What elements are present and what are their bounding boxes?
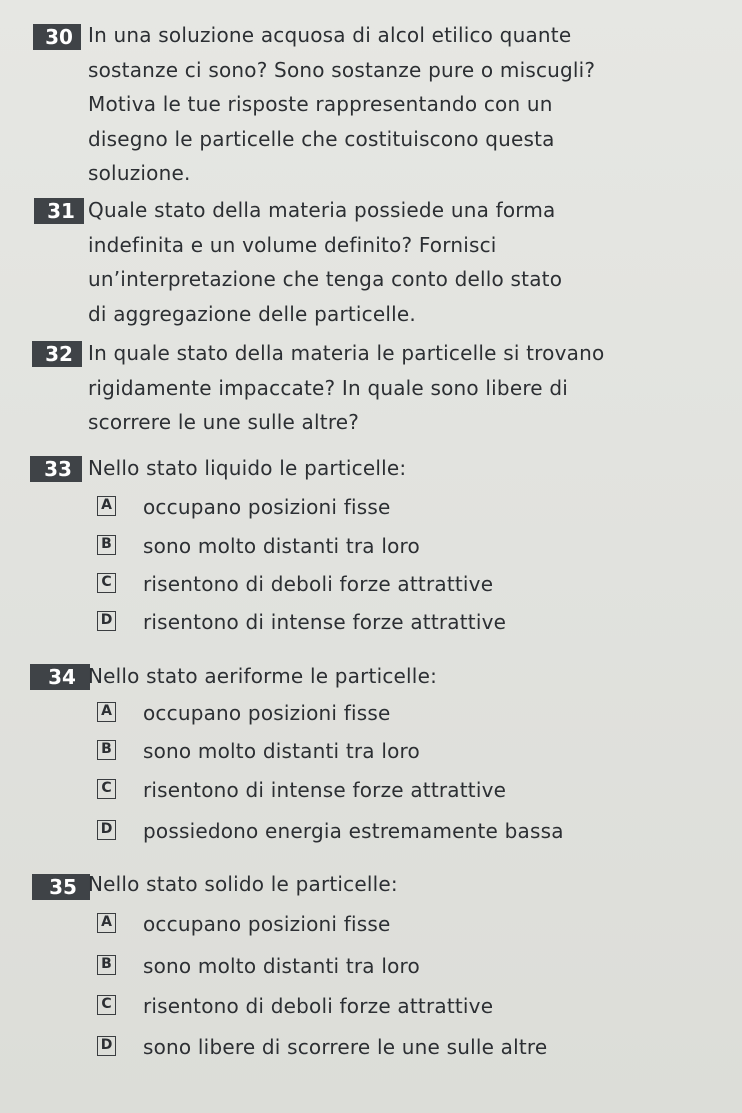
option-text: risentono di deboli forze attrattive [143, 572, 494, 596]
option-letter-box: C [97, 779, 116, 799]
option-text: possiedono energia estremamente bassa [143, 819, 564, 843]
question-text: Nello stato liquido le particelle: [88, 456, 407, 480]
option-text: sono libere di scorrere le une sulle altre [143, 1035, 548, 1059]
option-letter-box: D [97, 1036, 116, 1056]
question-text: Quale stato della materia possiede una forma indefinita e un volume definito? Fornisci un’interpretazione che tenga conto dello stato di aggregazione delle particelle. [88, 198, 563, 326]
option-text: sono molto distanti tra loro [143, 954, 420, 978]
question-text: In quale stato della materia le particelle si trovano rigidamente impaccate? In quale sono libere di scorrere le une sulle altre? [88, 341, 605, 434]
option-text: sono molto distanti tra loro [143, 739, 420, 763]
question-number-badge: 35 [32, 874, 90, 900]
option-letter-box: C [97, 573, 116, 593]
option-letter-box: B [97, 740, 116, 760]
question-text: In una soluzione acquosa di alcol etilico quante sostanze ci sono? Sono sostanze pure o miscugli? Motiva le tue risposte rappresentando con un disegno le particelle che costituiscono questa soluzione. [88, 23, 596, 185]
option-text: occupano posizioni fisse [143, 912, 391, 936]
option-letter-box: D [97, 611, 116, 631]
option-letter-box: D [97, 820, 116, 840]
question-text: Nello stato solido le particelle: [88, 872, 398, 896]
option-text: risentono di intense forze attrattive [143, 778, 507, 802]
option-text: risentono di deboli forze attrattive [143, 994, 494, 1018]
option-text: occupano posizioni fisse [143, 495, 391, 519]
option-letter-box: B [97, 535, 116, 555]
option-text: sono molto distanti tra loro [143, 534, 420, 558]
question-text: Nello stato aeriforme le particelle: [88, 664, 438, 688]
option-letter-box: C [97, 995, 116, 1015]
option-text: risentono di intense forze attrattive [143, 610, 507, 634]
question-number-badge: 30 [33, 24, 81, 50]
question-number-badge: 32 [32, 341, 82, 367]
option-letter-box: B [97, 955, 116, 975]
question-number-badge: 31 [34, 198, 84, 224]
question-number-badge: 33 [30, 456, 82, 482]
option-letter-box: A [97, 913, 116, 933]
question-number-badge: 34 [30, 664, 90, 690]
option-letter-box: A [97, 496, 116, 516]
option-text: occupano posizioni fisse [143, 701, 391, 725]
option-letter-box: A [97, 702, 116, 722]
